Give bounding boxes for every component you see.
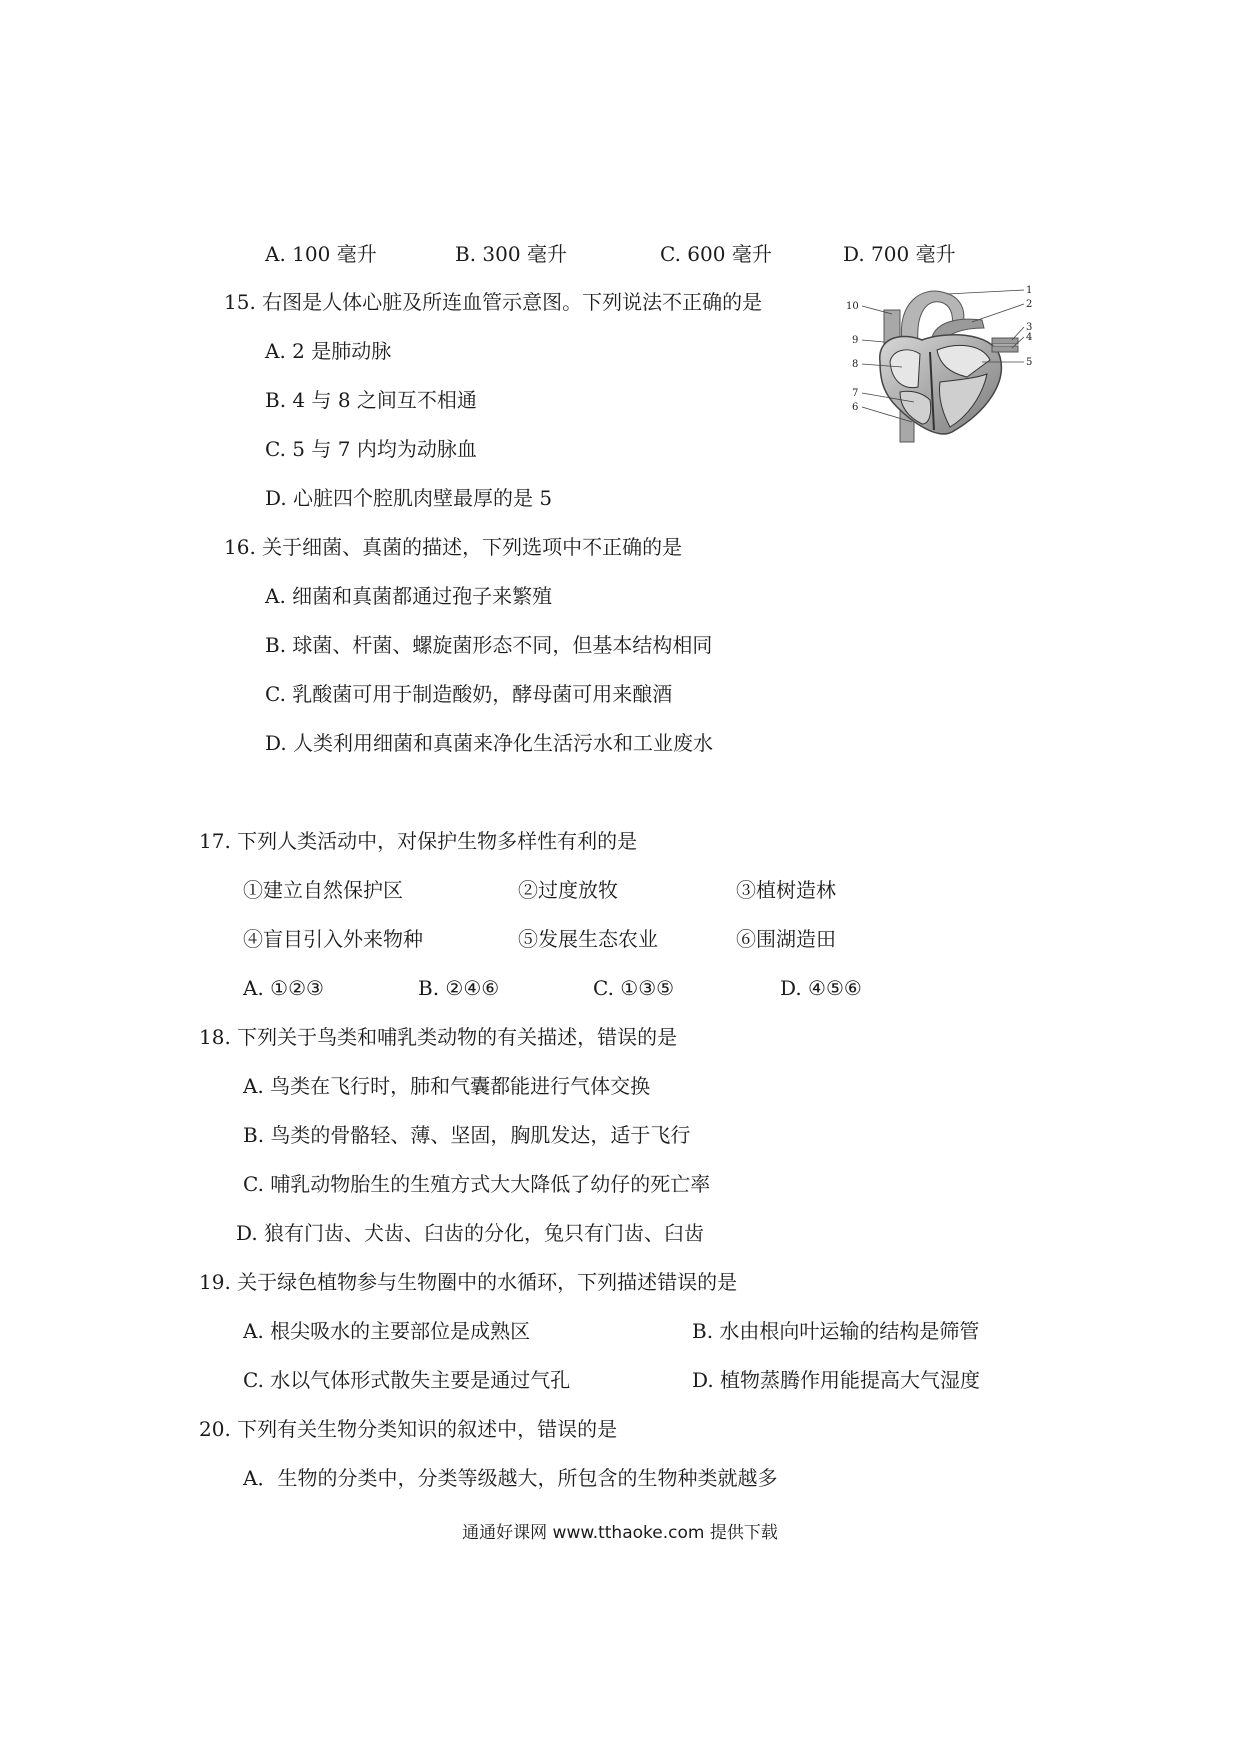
q16-stem: 16. 关于细菌、真菌的描述，下列选项中不正确的是: [224, 535, 683, 559]
q18-stem: 18. 下列关于鸟类和哺乳类动物的有关描述，错误的是: [199, 1025, 678, 1049]
q19-option-d: D. 植物蒸腾作用能提高大气湿度: [692, 1368, 981, 1392]
q18-option-b: B. 鸟类的骨骼轻、薄、坚固，胸肌发达，适于飞行: [243, 1123, 691, 1147]
q17-option-a: A. ①②③: [243, 976, 324, 1000]
q17-option-d: D. ④⑤⑥: [780, 976, 862, 1000]
q17-item-2: ②过度放牧: [518, 878, 618, 902]
q19-stem: 19. 关于绿色植物参与生物圈中的水循环，下列描述错误的是: [199, 1270, 738, 1294]
q17-item-1: ①建立自然保护区: [243, 878, 403, 902]
heart-label-7: 7: [852, 388, 859, 399]
q14-option-b: B. 300 毫升: [455, 242, 567, 266]
q19-option-c: C. 水以气体形式散失主要是通过气孔: [243, 1368, 571, 1392]
q15-option-c: C. 5 与 7 内均为动脉血: [265, 437, 477, 461]
q18-option-d: D. 狼有门齿、犬齿、臼齿的分化，兔只有门齿、臼齿: [236, 1221, 705, 1245]
heart-diagram: [842, 282, 1032, 452]
q16-option-c: C. 乳酸菌可用于制造酸奶，酵母菌可用来酿酒: [265, 682, 673, 706]
heart-label-10: 10: [846, 301, 859, 312]
q17-item-5: ⑤发展生态农业: [518, 927, 658, 951]
heart-label-5: 5: [1026, 357, 1032, 368]
q15-option-d: D. 心脏四个腔肌肉壁最厚的是 5: [265, 486, 553, 510]
q15-option-b: B. 4 与 8 之间互不相通: [265, 388, 477, 412]
heart-label-2: 2: [1026, 299, 1032, 310]
q19-option-b: B. 水由根向叶运输的结构是筛管: [692, 1319, 980, 1343]
footer-text: 通通好课网 www.tthaoke.com 提供下载: [462, 1523, 778, 1543]
heart-label-3: 3: [1026, 322, 1032, 333]
q15-option-a: A. 2 是肺动脉: [265, 339, 392, 363]
heart-label-4: 4: [1026, 332, 1032, 343]
q19-option-a: A. 根尖吸水的主要部位是成熟区: [243, 1319, 531, 1343]
q20-stem: 20. 下列有关生物分类知识的叙述中，错误的是: [199, 1417, 618, 1441]
q17-item-4: ④盲目引入外来物种: [243, 927, 423, 951]
heart-label-1: 1: [1026, 285, 1032, 296]
heart-label-8: 8: [852, 359, 859, 370]
q17-stem: 17. 下列人类活动中，对保护生物多样性有利的是: [199, 829, 638, 853]
q17-item-3: ③植树造林: [736, 878, 836, 902]
q18-option-c: C. 哺乳动物胎生的生殖方式大大降低了幼仔的死亡率: [243, 1172, 711, 1196]
q15-stem: 15. 右图是人体心脏及所连血管示意图。下列说法不正确的是: [224, 290, 763, 314]
heart-label-9: 9: [852, 335, 859, 346]
q20-option-a: A．生物的分类中，分类等级越大，所包含的生物种类就越多: [243, 1466, 778, 1490]
q16-option-a: A. 细菌和真菌都通过孢子来繁殖: [265, 584, 553, 608]
heart-label-6: 6: [852, 402, 859, 413]
q17-option-b: B. ②④⑥: [418, 976, 500, 1000]
q16-option-b: B. 球菌、杆菌、螺旋菌形态不同，但基本结构相同: [265, 633, 713, 657]
q16-option-d: D. 人类利用细菌和真菌来净化生活污水和工业废水: [265, 731, 714, 755]
q17-option-c: C. ①③⑤: [593, 976, 675, 1000]
q18-option-a: A. 鸟类在飞行时，肺和气囊都能进行气体交换: [243, 1074, 651, 1098]
q14-option-d: D. 700 毫升: [843, 242, 956, 266]
q17-item-6: ⑥围湖造田: [736, 927, 836, 951]
q14-option-c: C. 600 毫升: [660, 242, 772, 266]
q14-option-a: A. 100 毫升: [265, 242, 377, 266]
